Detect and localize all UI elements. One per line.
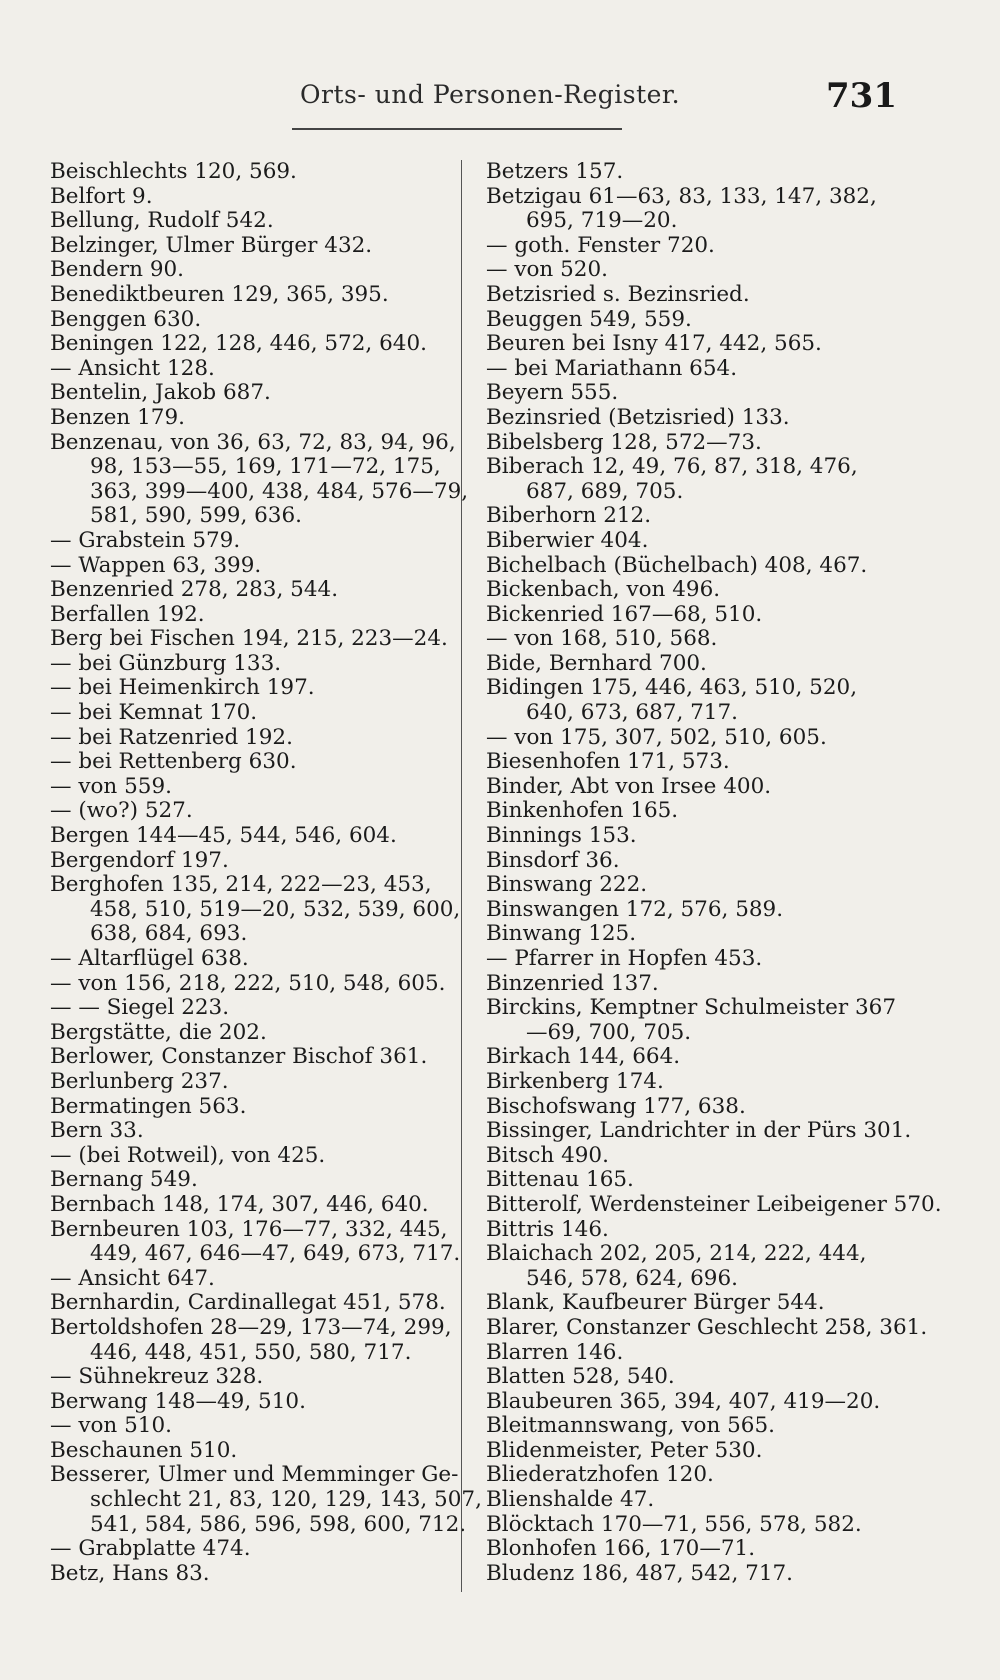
index-entry: Bernhardin, Cardinallegat 451, 578. xyxy=(50,1290,446,1316)
index-entry: — (wo?) 527. xyxy=(50,798,193,824)
index-entry: Blöcktach 170—71, 556, 578, 582. xyxy=(486,1511,862,1537)
index-entry: — von 559. xyxy=(50,773,172,799)
index-entry: — — Siegel 223. xyxy=(50,995,230,1021)
index-entry: Binkenhofen 165. xyxy=(486,798,679,824)
index-entry: Binwang 125. xyxy=(486,921,637,947)
index-entry-continuation: 546, 578, 624, 696. xyxy=(526,1265,738,1291)
index-entry: Blatten 528, 540. xyxy=(486,1364,675,1390)
index-entry: — Pfarrer in Hopfen 453. xyxy=(486,946,763,971)
index-entry: Blidenmeister, Peter 530. xyxy=(486,1437,763,1463)
index-entry: Berlower, Constanzer Bischof 361. xyxy=(50,1044,428,1070)
index-entry: — Ansicht 128. xyxy=(50,355,215,381)
index-entry: Blarren 146. xyxy=(486,1339,624,1365)
index-entry: Bergstätte, die 202. xyxy=(50,1019,267,1045)
index-entry: Binder, Abt von Irsee 400. xyxy=(486,773,772,799)
index-entry: Bendern 90. xyxy=(50,257,185,283)
index-entry: Bickenried 167—68, 510. xyxy=(486,601,763,627)
index-entry: — bei Kemnat 170. xyxy=(50,700,258,726)
index-entry: Blienshalde 47. xyxy=(486,1487,655,1513)
index-entry: Biberwier 404. xyxy=(486,527,649,553)
index-entry: — goth. Fenster 720. xyxy=(486,232,715,258)
index-entry: Benzenau, von 36, 63, 72, 83, 94, 96, xyxy=(50,429,456,455)
index-entry: Bleitmannswang, von 565. xyxy=(486,1413,775,1439)
index-entry: — Wappen 63, 399. xyxy=(50,552,262,578)
index-entry-continuation: 458, 510, 519—20, 532, 539, 600, xyxy=(90,896,461,922)
index-entry: Berlunberg 237. xyxy=(50,1068,229,1094)
index-entry: Binswangen 172, 576, 589. xyxy=(486,896,784,922)
index-entry: Bernbeuren 103, 176—77, 332, 445, xyxy=(50,1216,448,1242)
index-entry: Bergen 144—45, 544, 546, 604. xyxy=(50,823,397,849)
index-entry: Blaubeuren 365, 394, 407, 419—20. xyxy=(486,1388,881,1414)
index-entry: Birkenberg 174. xyxy=(486,1068,664,1094)
index-entry: — von 520. xyxy=(486,257,608,283)
index-entry: Bickenbach, von 496. xyxy=(486,577,721,603)
index-entry: Bezinsried (Betzisried) 133. xyxy=(486,404,790,430)
index-entry: Bliederatzhofen 120. xyxy=(486,1462,714,1488)
index-entry: Beyern 555. xyxy=(486,380,619,406)
header-rule xyxy=(292,128,622,130)
index-entry: Berg bei Fischen 194, 215, 223—24. xyxy=(50,626,448,652)
index-entry: Bergendorf 197. xyxy=(50,847,229,873)
index-entry: Bissinger, Landrichter in der Pürs 301. xyxy=(486,1118,912,1144)
index-entry: — Ansicht 647. xyxy=(50,1265,215,1291)
index-entry: Bide, Bernhard 700. xyxy=(486,650,707,676)
index-entry-continuation: 695, 719—20. xyxy=(526,208,678,234)
index-entry: Benggen 630. xyxy=(50,306,202,332)
index-entry: Belfort 9. xyxy=(50,183,153,209)
index-entry: — bei Günzburg 133. xyxy=(50,650,282,676)
index-entry: Blaichach 202, 205, 214, 222, 444, xyxy=(486,1241,867,1267)
index-entry: Bernang 549. xyxy=(50,1167,198,1193)
index-entry: Bittris 146. xyxy=(486,1216,609,1242)
index-entry: Bittenau 165. xyxy=(486,1167,634,1193)
running-header xyxy=(0,76,1000,120)
index-entry: — Grabplatte 474. xyxy=(50,1536,251,1562)
index-entry: — Altarflügel 638. xyxy=(50,946,249,971)
index-entry: Binzenried 137. xyxy=(486,970,659,996)
index-entry: Belzinger, Ulmer Bürger 432. xyxy=(50,232,373,258)
index-entry: Berwang 148—49, 510. xyxy=(50,1388,306,1414)
index-entry: Bidingen 175, 446, 463, 510, 520, xyxy=(486,675,858,701)
index-entry-continuation: 449, 467, 646—47, 649, 673, 717. xyxy=(90,1241,461,1267)
index-column-right xyxy=(486,159,942,1586)
index-entry: Bitsch 490. xyxy=(486,1142,609,1168)
index-entry: Binswang 222. xyxy=(486,872,648,898)
index-entry: Bellung, Rudolf 542. xyxy=(50,208,274,234)
index-entry: Blank, Kaufbeurer Bürger 544. xyxy=(486,1290,825,1316)
index-entry-continuation: 541, 584, 586, 596, 598, 600, 712. xyxy=(90,1511,467,1537)
index-entry-continuation: schlecht 21, 83, 120, 129, 143, 507, xyxy=(90,1487,482,1513)
index-entry: Betzigau 61—63, 83, 133, 147, 382, xyxy=(486,183,877,209)
index-entry: Benzenried 278, 283, 544. xyxy=(50,577,339,603)
index-entry: Beningen 122, 128, 446, 572, 640. xyxy=(50,331,427,357)
index-entry: Bern 33. xyxy=(50,1118,144,1144)
index-entry: Benediktbeuren 129, 365, 395. xyxy=(50,281,389,307)
index-entry-continuation: 638, 684, 693. xyxy=(90,921,248,947)
index-entry: Beuggen 549, 559. xyxy=(486,306,692,332)
index-entry: Berghofen 135, 214, 222—23, 453, xyxy=(50,872,432,898)
index-entry: — von 156, 218, 222, 510, 548, 605. xyxy=(50,970,446,996)
index-entry: Bischofswang 177, 638. xyxy=(486,1093,746,1119)
index-entry: — Grabstein 579. xyxy=(50,527,241,553)
index-entry: Bludenz 186, 487, 542, 717. xyxy=(486,1560,794,1586)
index-entry: — von 510. xyxy=(50,1413,172,1439)
column-divider xyxy=(461,160,462,1592)
index-entry: Blonhofen 166, 170—71. xyxy=(486,1536,756,1562)
index-entry: Beischlechts 120, 569. xyxy=(50,159,297,184)
index-entry: Bertoldshofen 28—29, 173—74, 299, xyxy=(50,1314,452,1340)
index-entry: Besserer, Ulmer und Memminger Ge- xyxy=(50,1462,459,1488)
index-entry: — von 168, 510, 568. xyxy=(486,626,718,652)
page-number: 731 xyxy=(826,76,897,116)
index-entry: Binsdorf 36. xyxy=(486,847,620,873)
index-entry: Betz, Hans 83. xyxy=(50,1560,210,1586)
index-entry: Binnings 153. xyxy=(486,823,637,849)
index-entry: — bei Mariathann 654. xyxy=(486,355,738,381)
index-entry-continuation: 640, 673, 687, 717. xyxy=(526,700,738,726)
index-entry-continuation: 363, 399—400, 438, 484, 576—79, xyxy=(90,478,469,504)
index-entry: Bibelsberg 128, 572—73. xyxy=(486,429,762,455)
index-entry: Blarer, Constanzer Geschlecht 258, 361. xyxy=(486,1314,928,1340)
index-entry: — Sühnekreuz 328. xyxy=(50,1364,264,1390)
index-entry: Bernbach 148, 174, 307, 446, 640. xyxy=(50,1191,429,1217)
index-entry-continuation: 98, 153—55, 169, 171—72, 175, xyxy=(90,454,441,480)
index-entry: Beschaunen 510. xyxy=(50,1437,238,1463)
index-entry: Bermatingen 563. xyxy=(50,1093,247,1119)
index-entry: Bitterolf, Werdensteiner Leibeigener 570. xyxy=(486,1191,942,1217)
index-entry: — von 175, 307, 502, 510, 605. xyxy=(486,724,827,750)
index-entry: — bei Rettenberg 630. xyxy=(50,749,297,775)
index-entry: — bei Ratzenried 192. xyxy=(50,724,293,750)
index-entry-continuation: 446, 448, 451, 550, 580, 717. xyxy=(90,1339,412,1365)
index-entry: Betzers 157. xyxy=(486,159,624,184)
index-entry: Benzen 179. xyxy=(50,404,185,430)
index-entry: Biberhorn 212. xyxy=(486,503,652,529)
index-entry: Beuren bei Isny 417, 442, 565. xyxy=(486,331,822,357)
page-title: Orts- und Personen-Register. xyxy=(300,80,681,109)
index-entry-continuation: 687, 689, 705. xyxy=(526,478,684,504)
index-entry-continuation: 581, 590, 599, 636. xyxy=(90,503,302,529)
index-entry: Betzisried s. Bezinsried. xyxy=(486,281,750,307)
index-entry: Berfallen 192. xyxy=(50,601,205,627)
index-entry: Birkach 144, 664. xyxy=(486,1044,681,1070)
index-column-left xyxy=(50,159,482,1586)
index-entry: Bentelin, Jakob 687. xyxy=(50,380,271,406)
index-entry: — bei Heimenkirch 197. xyxy=(50,675,315,701)
index-entry: Bichelbach (Büchelbach) 408, 467. xyxy=(486,552,868,578)
index-entry: Biberach 12, 49, 76, 87, 318, 476, xyxy=(486,454,858,480)
index-entry: — (bei Rotweil), von 425. xyxy=(50,1142,326,1168)
index-entry: Birckins, Kemptner Schulmeister 367 xyxy=(486,995,897,1021)
index-entry: Biesenhofen 171, 573. xyxy=(486,749,730,775)
index-entry-continuation: —69, 700, 705. xyxy=(526,1019,692,1045)
